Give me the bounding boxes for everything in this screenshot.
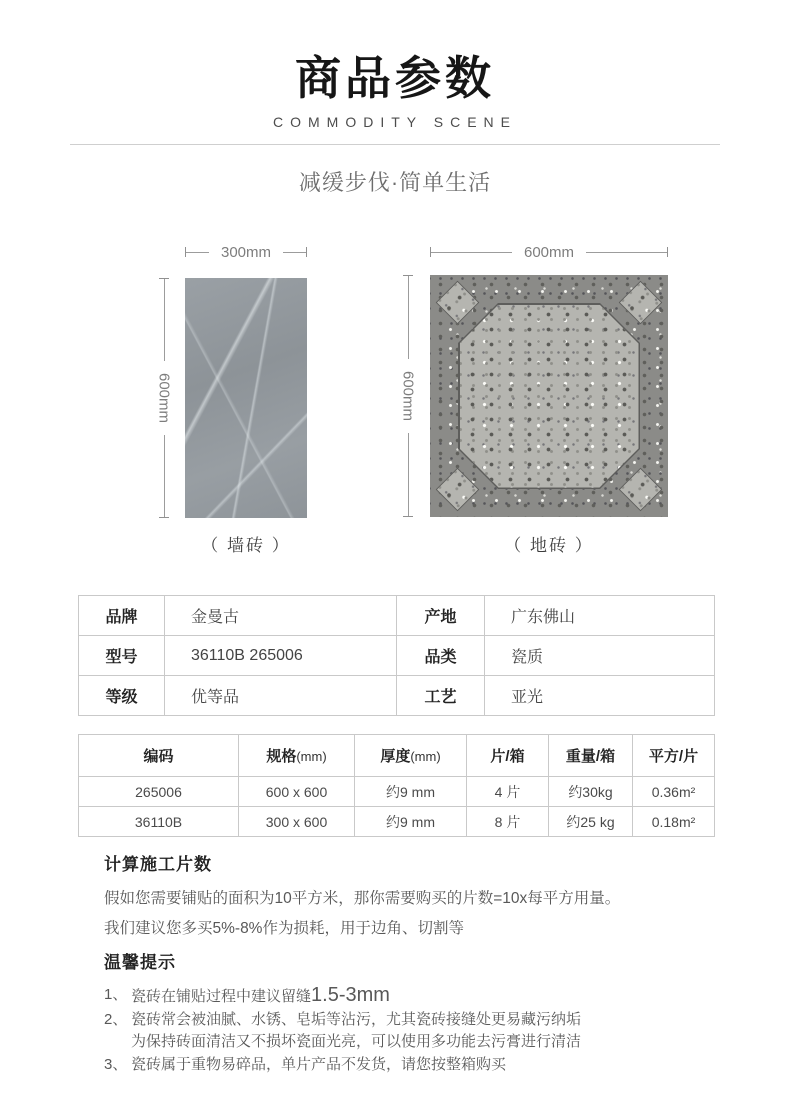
dimension-line bbox=[408, 276, 409, 359]
page-subtitle-en: COMMODITY SCENE bbox=[273, 114, 517, 130]
wall-tile-image bbox=[185, 278, 307, 518]
table-cell: 36110B bbox=[79, 807, 239, 837]
tip-text: 瓷砖常会被油腻、水锈、皂垢等沾污，尤其瓷砖接缝处更易藏污纳垢 bbox=[131, 1010, 582, 1028]
column-header: 重量/箱 bbox=[549, 735, 633, 777]
column-header: 片/箱 bbox=[467, 735, 549, 777]
dimension-tick bbox=[159, 517, 169, 518]
dimension-line bbox=[431, 252, 512, 253]
spec-value: 优等品 bbox=[165, 676, 397, 716]
table-cell: 约9 mm bbox=[355, 777, 467, 807]
size-table-header-row bbox=[79, 735, 715, 777]
column-header: 平方/片 bbox=[633, 735, 715, 777]
table-cell: 600 x 600 bbox=[239, 777, 355, 807]
spec-label: 品牌 bbox=[79, 596, 165, 636]
column-header: 规格(mm) bbox=[239, 735, 355, 777]
wall-tile-height-dimension bbox=[156, 278, 172, 518]
tip-item bbox=[104, 1009, 754, 1054]
dimension-tick bbox=[306, 247, 307, 257]
table-cell: 约30kg bbox=[549, 777, 633, 807]
floor-tile-height-dimension bbox=[400, 275, 416, 517]
calc-text-line: 假如您需要铺贴的面积为10平方米，那你需要购买的片数=10x每平方用量。 bbox=[104, 890, 621, 907]
dimension-line bbox=[164, 435, 165, 517]
tip-number: 3、 bbox=[104, 1055, 128, 1073]
spec-label: 型号 bbox=[79, 636, 165, 676]
tips-heading: 温馨提示 bbox=[104, 953, 176, 972]
header-divider bbox=[70, 144, 720, 145]
corner-diamond-decor bbox=[436, 281, 480, 325]
column-header: 编码 bbox=[79, 735, 239, 777]
spec-value: 36110B 265006 bbox=[165, 636, 397, 676]
dimension-line bbox=[164, 279, 165, 361]
spec-label: 工艺 bbox=[397, 676, 485, 716]
spec-value: 广东佛山 bbox=[485, 596, 715, 636]
floor-tile-width-label: 600mm bbox=[523, 243, 575, 261]
table-row bbox=[79, 596, 715, 636]
tip-highlight: 1.5-3mm bbox=[311, 984, 390, 1006]
tip-item bbox=[104, 984, 754, 1009]
wall-tile-width-dimension bbox=[185, 244, 307, 260]
table-cell: 265006 bbox=[79, 777, 239, 807]
corner-diamond-decor bbox=[619, 468, 663, 512]
wall-tile-width-label: 300mm bbox=[220, 243, 272, 261]
floor-tile-height-label: 600mm bbox=[399, 370, 417, 422]
floor-tile-inner-octagon bbox=[458, 303, 640, 489]
table-cell: 0.18m² bbox=[633, 807, 715, 837]
wall-tile-caption: （ 墙砖 ） bbox=[201, 536, 291, 555]
spec-table bbox=[78, 595, 715, 716]
table-cell: 0.36m² bbox=[633, 777, 715, 807]
floor-tile-image bbox=[430, 275, 668, 517]
table-row bbox=[79, 807, 715, 837]
table-cell: 约9 mm bbox=[355, 807, 467, 837]
tip-item bbox=[104, 1054, 754, 1077]
spec-value: 瓷质 bbox=[485, 636, 715, 676]
dimension-line bbox=[283, 252, 306, 253]
table-cell: 8 片 bbox=[467, 807, 549, 837]
floor-tile-width-dimension bbox=[430, 244, 668, 260]
page-title: 商品参数 bbox=[295, 52, 495, 104]
spec-label: 产地 bbox=[397, 596, 485, 636]
dimension-tick bbox=[403, 516, 413, 517]
spec-label: 等级 bbox=[79, 676, 165, 716]
tips-section bbox=[104, 948, 754, 1076]
table-cell: 4 片 bbox=[467, 777, 549, 807]
tip-text: 瓷砖在铺贴过程中建议留缝 bbox=[131, 988, 312, 1005]
column-header: 厚度(mm) bbox=[355, 735, 467, 777]
dimension-tick bbox=[667, 247, 668, 257]
floor-tile-caption: （ 地砖 ） bbox=[504, 536, 594, 555]
table-row bbox=[79, 777, 715, 807]
size-table bbox=[78, 734, 715, 837]
tip-text-continued: 为保持砖面清洁又不损坏瓷面光亮，可以使用多功能去污膏进行清洁 bbox=[131, 1033, 582, 1050]
tip-text: 瓷砖属于重物易碎品，单片产品不发货，请您按整箱购买 bbox=[131, 1055, 507, 1073]
table-row bbox=[79, 676, 715, 716]
spec-value: 亚光 bbox=[485, 676, 715, 716]
calc-text-line: 我们建议您多买5%-8%作为损耗，用于边角、切割等 bbox=[104, 920, 464, 937]
dimension-line bbox=[186, 252, 209, 253]
dimension-line bbox=[586, 252, 667, 253]
table-cell: 约25 kg bbox=[549, 807, 633, 837]
spec-label: 品类 bbox=[397, 636, 485, 676]
table-cell: 300 x 600 bbox=[239, 807, 355, 837]
calc-heading: 计算施工片数 bbox=[104, 855, 212, 874]
tagline: 减缓步伐·简单生活 bbox=[298, 170, 492, 195]
tip-number: 1、 bbox=[104, 986, 128, 1003]
wall-tile-height-label: 600mm bbox=[155, 372, 173, 424]
corner-diamond-decor bbox=[619, 281, 663, 325]
corner-diamond-decor bbox=[436, 468, 480, 512]
tip-number: 2、 bbox=[104, 1010, 128, 1028]
table-row bbox=[79, 636, 715, 676]
spec-value: 金曼古 bbox=[165, 596, 397, 636]
dimension-line bbox=[408, 433, 409, 516]
calc-section bbox=[104, 850, 754, 944]
